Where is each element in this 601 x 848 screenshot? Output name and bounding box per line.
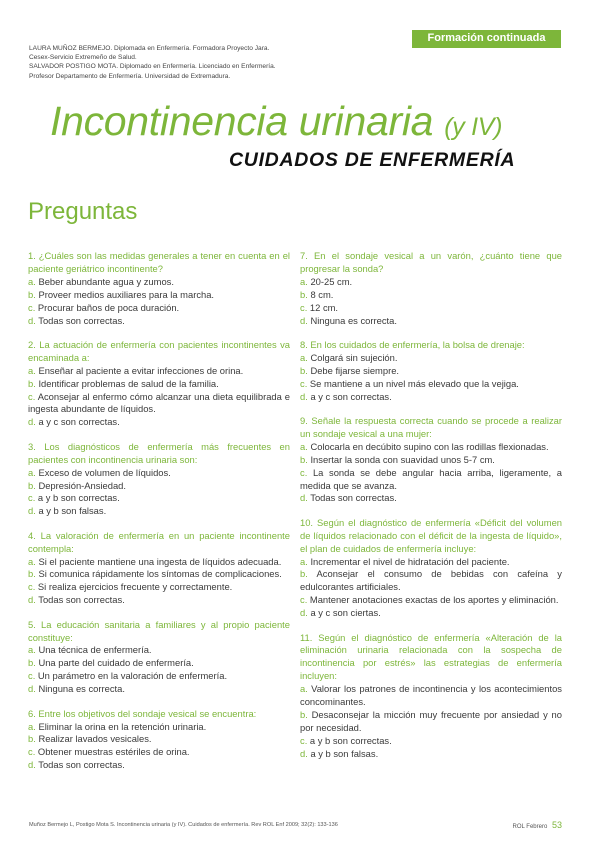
option-text: Se mantiene a un nivel más elevado que la vejiga. — [309, 377, 519, 389]
option-letter: d. — [300, 390, 308, 402]
answer-option — [28, 480, 290, 493]
question-block — [300, 339, 562, 404]
option-letter: c. — [300, 301, 308, 313]
answer-option — [300, 365, 562, 378]
option-letter: d. — [28, 416, 36, 428]
section-tab: Formación continuada — [412, 30, 561, 47]
answer-option — [300, 748, 562, 761]
option-letter: b. — [28, 733, 36, 745]
answer-option — [28, 315, 290, 328]
option-letter: b. — [28, 657, 36, 669]
option-text: Todas son correctas. — [38, 759, 125, 771]
answer-option — [28, 378, 290, 391]
option-text: Valorar los patrones de incontinencia y los acontecimientos concominantes. — [300, 683, 562, 708]
answer-option — [300, 315, 562, 328]
option-text: Desaconsejar la micción muy frecuente por ansiedad y no por necesidad. — [300, 709, 562, 733]
author-line: SALVADOR POSTIGO MOTA. Diplomado en Enfermería. Licenciado en Enfermería. — [29, 63, 276, 71]
title-main: Incontinencia urinaria — [50, 98, 434, 144]
author-line: Cesex-Servicio Extremeño de Salud. — [29, 54, 137, 62]
option-text: a y c son correctas. — [38, 416, 120, 428]
option-letter: d. — [28, 594, 36, 606]
option-text: Beber abundante agua y zumos. — [38, 275, 174, 287]
question-text: 3. Los diagnósticos de enfermería más frecuentes en pacientes con incontinencia urinaria son: — [28, 440, 290, 465]
option-letter: c. — [28, 390, 36, 402]
option-text: Mantener anotaciones exactas de los aportes y eliminación. — [309, 594, 559, 606]
option-text: Debe fijarse siempre. — [310, 364, 400, 376]
answer-option — [300, 302, 562, 315]
option-letter: a. — [300, 275, 308, 287]
question-text: 9. Señale la respuesta correcta cuando se procede a realizar un sondaje vesical a una mujer: — [300, 414, 562, 439]
answer-option — [28, 670, 290, 683]
answer-option — [300, 289, 562, 302]
option-letter: d. — [300, 314, 308, 326]
option-text: a y c son ciertas. — [310, 607, 381, 619]
option-letter: a. — [28, 466, 36, 478]
option-letter: b. — [300, 364, 308, 376]
option-text: Si el paciente mantiene una ingesta de líquidos adecuada. — [38, 555, 282, 567]
answer-option — [300, 492, 562, 505]
option-text: Una técnica de enfermería. — [38, 644, 152, 656]
option-letter: b. — [28, 377, 36, 389]
question-text: 11. Según el diagnóstico de enfermería «Alteración de la eliminación urinaria relacionada con la sospecha de incontinencia por estrés» las estrategias de enfermería incluyen: — [300, 631, 562, 682]
option-letter: d. — [300, 492, 308, 504]
option-text: Enseñar al paciente a evitar infecciones de orina. — [38, 364, 244, 376]
answer-option — [300, 607, 562, 620]
answer-option — [28, 289, 290, 302]
option-letter: c. — [300, 466, 308, 478]
answer-option — [28, 391, 290, 417]
option-letter: d. — [300, 747, 308, 759]
author-line: LAURA MUÑOZ BERMEJO. Diplomada en Enfermería. Formadora Proyecto Jara. — [29, 45, 270, 52]
option-text: Identificar problemas de salud de la familia. — [38, 377, 219, 389]
option-text: Todas son correctas. — [38, 594, 125, 606]
question-text: 4. La valoración de enfermería en un paciente incontinente contempla: — [28, 529, 290, 554]
question-block — [28, 441, 290, 518]
option-text: Realizar lavados vesicales. — [38, 733, 152, 745]
title-suffix: (y IV) — [444, 113, 503, 141]
option-letter: a. — [28, 275, 36, 287]
footer-journal: ROL Febrero — [512, 824, 548, 830]
option-text: Insertar la sonda con suavidad unos 5-7 cm. — [310, 453, 495, 465]
option-text: a y b son correctas. — [309, 734, 392, 746]
option-text: 8 cm. — [310, 288, 334, 300]
option-letter: c. — [300, 377, 308, 389]
option-letter: b. — [28, 568, 36, 580]
option-letter: c. — [28, 670, 36, 682]
option-text: Colgará sin sujeción. — [310, 351, 398, 363]
question-text: 7. En el sondaje vesical a un varón, ¿cuánto tiene que progresar la sonda? — [300, 250, 562, 274]
option-text: Incrementar el nivel de hidratación del paciente. — [310, 555, 510, 567]
answer-option — [28, 302, 290, 315]
option-text: Proveer medios auxiliares para la marcha. — [38, 288, 215, 300]
option-letter: c. — [28, 746, 36, 758]
option-text: Depresión-Ansiedad. — [38, 479, 126, 491]
answer-option — [28, 416, 290, 429]
option-letter: d. — [28, 683, 36, 695]
option-letter: a. — [28, 644, 36, 656]
option-text: 20-25 cm. — [310, 275, 353, 287]
question-text: 8. En los cuidados de enfermería, la bolsa de drenaje: — [300, 338, 525, 350]
option-text: Ninguna es correcta. — [38, 683, 125, 695]
option-letter: b. — [300, 453, 308, 465]
answer-option — [300, 441, 562, 454]
option-letter: b. — [300, 709, 308, 720]
question-text: 2. La actuación de enfermería con pacientes incontinentes va encaminada a: — [28, 338, 290, 363]
option-text: Si realiza ejercicios frecuente y correctamente. — [37, 581, 233, 593]
answer-option — [28, 594, 290, 607]
answer-option — [300, 378, 562, 391]
answer-option — [300, 352, 562, 365]
article-title — [50, 99, 570, 149]
answer-option — [300, 556, 562, 569]
option-letter: a. — [28, 364, 36, 376]
answer-option — [28, 276, 290, 289]
option-text: Aconsejar el consumo de bebidas con cafeína y edulcorantes artificiales. — [300, 568, 562, 593]
option-letter: a. — [300, 683, 308, 695]
answer-option — [28, 759, 290, 772]
question-block — [300, 517, 562, 620]
question-block — [28, 530, 290, 607]
option-text: Un parámetro en la valoración de enfermería. — [37, 670, 228, 682]
option-text: Todas son correctas. — [310, 492, 397, 504]
option-letter: a. — [28, 555, 36, 567]
answer-option — [28, 556, 290, 569]
option-text: Exceso de volumen de líquidos. — [38, 466, 171, 478]
answer-option — [300, 735, 562, 748]
option-text: Todas son correctas. — [38, 314, 125, 326]
option-text: Procurar baños de poca duración. — [37, 301, 180, 313]
page-number: 53 — [551, 820, 562, 830]
answer-option — [28, 568, 290, 581]
answer-option — [28, 505, 290, 518]
option-letter: a. — [300, 555, 308, 567]
footer-page-info — [513, 820, 562, 830]
option-letter: d. — [28, 759, 36, 771]
answer-option — [28, 746, 290, 759]
answer-option — [300, 709, 562, 735]
option-text: Colocarla en decúbito supino con las rodillas flexionadas. — [310, 440, 549, 452]
option-letter: a. — [300, 351, 308, 363]
question-block — [300, 632, 562, 761]
option-text: Si comunica rápidamente los síntomas de complicaciones. — [38, 568, 282, 580]
option-text: Eliminar la orina en la retención urinaria. — [38, 720, 207, 732]
questions-column-left — [28, 250, 290, 784]
author-line: Profesor Departamento de Enfermería. Universidad de Extremadura. — [29, 72, 231, 80]
option-letter: b. — [28, 288, 36, 300]
answer-option — [300, 391, 562, 404]
question-text: 5. La educación sanitaria a familiares y al propio paciente constituye: — [28, 618, 290, 643]
answer-option — [300, 568, 562, 594]
questions-column-right — [300, 250, 562, 772]
question-block — [28, 250, 290, 327]
answer-option — [28, 581, 290, 594]
option-text: a y b son falsas. — [310, 747, 379, 759]
question-block — [28, 619, 290, 696]
answer-option — [300, 594, 562, 607]
answer-option — [300, 454, 562, 467]
option-letter: a. — [300, 440, 308, 452]
option-letter: c. — [300, 734, 308, 746]
question-block — [28, 339, 290, 429]
question-text: 10. Según el diagnóstico de enfermería «Déficit del volumen de líquidos relacionado con el déficit de la ingesta de líquido», el plan de cuidados de enfermería incluye: — [300, 516, 562, 554]
option-letter: c. — [300, 594, 308, 606]
answer-option — [28, 733, 290, 746]
footer-citation: Muñoz Bermejo L, Postigo Mota S. Incontinencia urinaria (y IV). Cuidados de enfermería. Rev ROL Enf 2009; 32(2): 133-136 — [29, 822, 338, 828]
option-letter: a. — [28, 720, 36, 732]
question-text: 6. Entre los objetivos del sondaje vesical se encuentra: — [28, 707, 257, 719]
question-text: 1. ¿Cuáles son las medidas generales a tener en cuenta en el paciente geriátrico incontinente? — [28, 250, 290, 274]
option-letter: d. — [300, 607, 308, 619]
answer-option — [28, 644, 290, 657]
option-letter: d. — [28, 314, 36, 326]
option-letter: c. — [28, 492, 36, 504]
question-block — [28, 708, 290, 773]
option-letter: b. — [300, 288, 308, 300]
question-block — [300, 415, 562, 505]
option-letter: c. — [28, 301, 36, 313]
section-heading: Preguntas — [28, 198, 138, 225]
option-text: a y b son falsas. — [38, 505, 107, 517]
answer-option — [300, 276, 562, 289]
option-letter: b. — [300, 568, 308, 580]
answer-option — [28, 365, 290, 378]
option-text: Aconsejar al enfermo cómo alcanzar una dieta equilibrada e ingesta abundante de líquidos. — [28, 390, 290, 415]
option-text: 12 cm. — [309, 301, 339, 313]
answer-option — [300, 467, 562, 493]
option-letter: d. — [28, 505, 36, 517]
answer-option — [300, 683, 562, 709]
option-text: Una parte del cuidado de enfermería. — [38, 657, 194, 669]
option-text: a y c son correctas. — [310, 390, 392, 402]
answer-option — [28, 467, 290, 480]
author-block — [29, 44, 329, 81]
tab-underline — [412, 47, 561, 48]
option-letter: b. — [28, 479, 36, 491]
answer-option — [28, 683, 290, 696]
question-block — [300, 250, 562, 327]
answer-option — [28, 492, 290, 505]
answer-option — [28, 721, 290, 734]
option-letter: c. — [28, 581, 36, 593]
option-text: Obtener muestras estériles de orina. — [37, 746, 190, 758]
option-text: a y b son correctas. — [37, 492, 120, 504]
option-text: Ninguna es correcta. — [310, 314, 397, 326]
answer-option — [28, 657, 290, 670]
option-text: La sonda se debe angular hacia arriba, ligeramente, a medida que se avanza. — [300, 466, 562, 491]
article-subtitle: CUIDADOS DE ENFERMERÍA — [229, 149, 516, 171]
